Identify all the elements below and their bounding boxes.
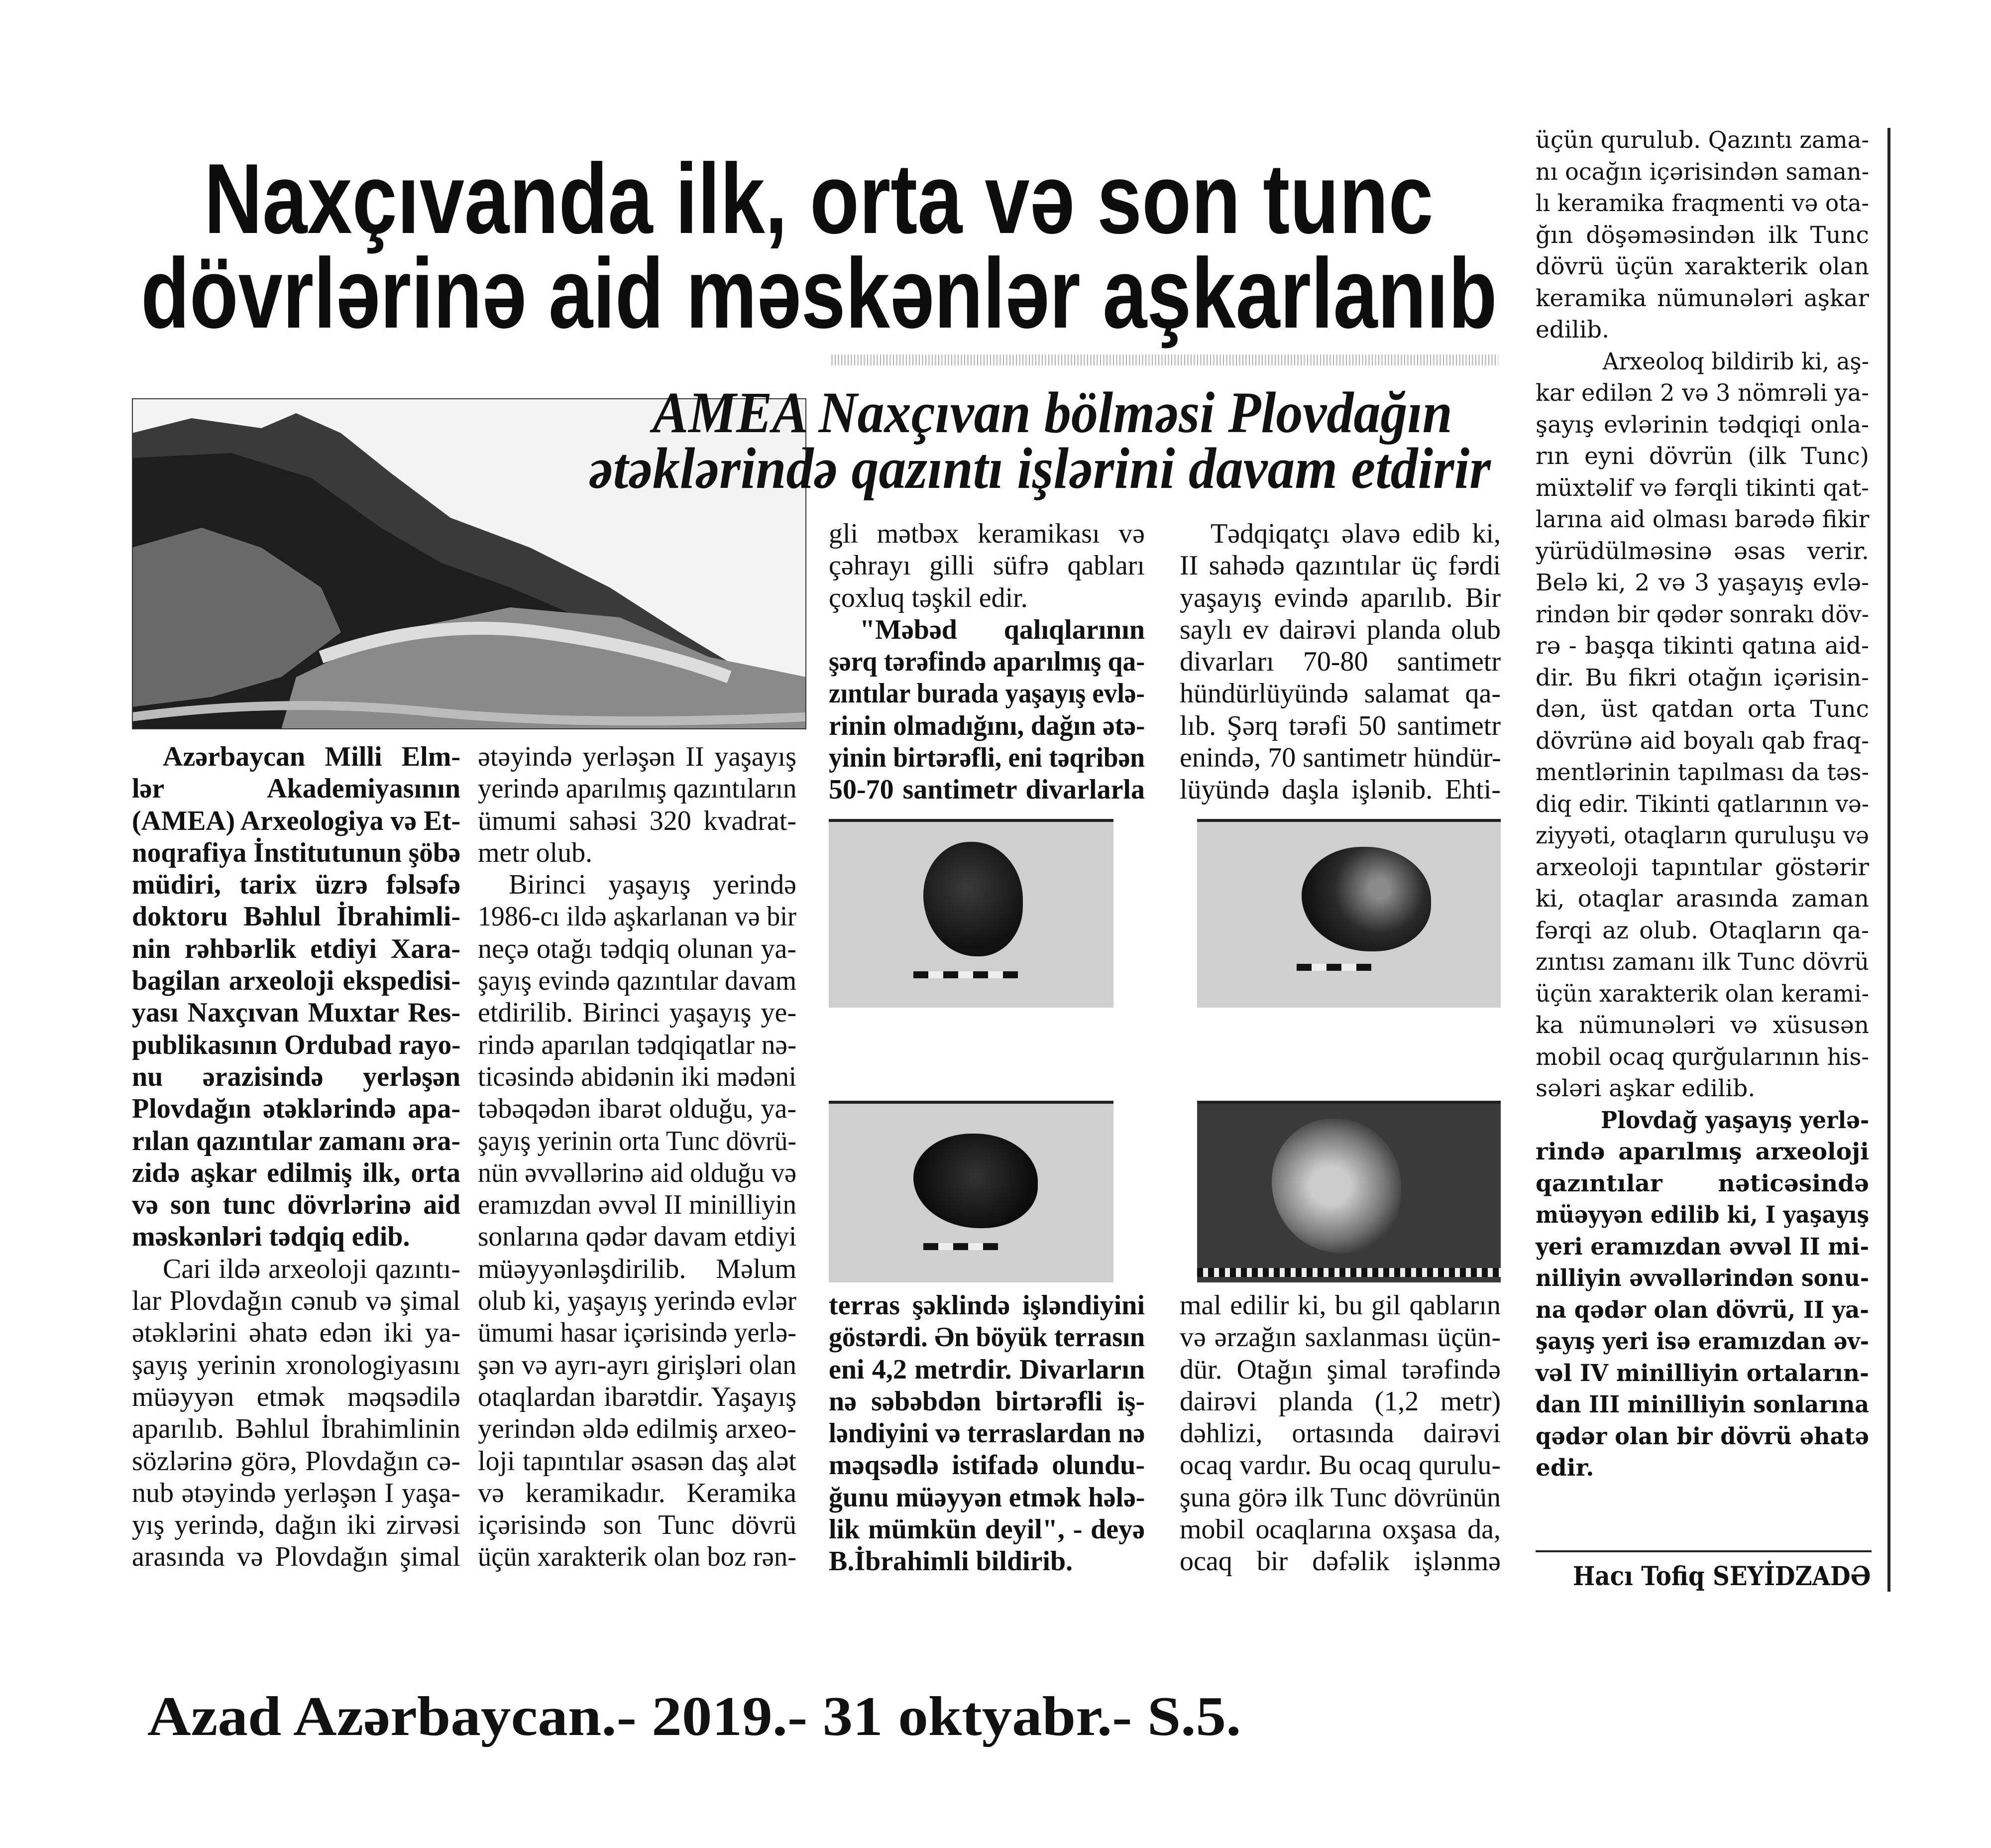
- decorative-divider: [831, 354, 1498, 365]
- text-line: məskənləri tədqiq edib.: [132, 1221, 410, 1253]
- text-line: hündürlüyündə salamat qa-: [1180, 678, 1501, 709]
- column-border-line: [1887, 128, 1890, 1592]
- text-line: saylı ev dairəvi planda olub: [1180, 614, 1501, 645]
- text-line: nub ətəyində yerləşən I yaşa-: [132, 1477, 460, 1508]
- article-column-right: [1536, 124, 1869, 1484]
- text-line: dan III minilliyin sonlarına: [1536, 1391, 1869, 1418]
- text-line: müəyyən etmək məqsədilə: [132, 1381, 460, 1412]
- author-name: Hacı Tofiq SEYİDZADƏ: [1573, 1561, 1871, 1592]
- paragraph: [1180, 518, 1501, 806]
- text-line: arasında və Plovdağın şimal: [132, 1541, 460, 1573]
- text-line: ziyyəti, otaqların quruluşu və: [1536, 822, 1869, 849]
- text-line: diq edir. Tikinti qatlarının və-: [1536, 790, 1869, 818]
- author-byline: [1573, 1561, 1871, 1592]
- text-line: məqsədlə istifadə olundu-: [829, 1450, 1145, 1481]
- text-line: yış yerində, dağın iki zirvəsi: [132, 1509, 460, 1541]
- text-line: çəhrayı gilli süfrə qabları: [829, 550, 1145, 581]
- text-line: qazıntılar nəticəsində: [1536, 1169, 1869, 1197]
- text-line: müdiri, tarix üzrə fəlsəfə: [132, 869, 460, 901]
- text-line: 1986-cı ildə aşkarlanan və bir: [478, 901, 796, 932]
- artifact-image: [923, 842, 1023, 956]
- text-line: yaşayış evində aparılıb. Bir: [1180, 582, 1501, 613]
- text-line: ka nümunələri və xüsusən: [1536, 1012, 1869, 1039]
- article-column-4-bottom: [1180, 1289, 1501, 1578]
- artifact-photo-2: [1197, 819, 1501, 1008]
- text-line: qədər olan bir dövrü əhatə: [1536, 1422, 1869, 1450]
- text-line: Birinci yaşayış yerində: [509, 869, 796, 901]
- text-line: metr olub.: [478, 837, 593, 868]
- text-line: ticəsində abidənin iki mədəni: [478, 1061, 796, 1092]
- text-line: dairəvi planda (1,2 metr): [1180, 1386, 1501, 1417]
- text-line: şən və ayrı-ayrı girişləri olan: [478, 1349, 796, 1381]
- text-line: dövrü üçün xarakterik olan: [1536, 253, 1869, 280]
- article-column-3-bottom: [829, 1289, 1145, 1578]
- text-line: ümumi hasar içərisində yerlə-: [478, 1317, 797, 1349]
- artifact-photos: [829, 819, 1501, 1279]
- text-line: lik mümkün deyil", - deyə: [829, 1514, 1145, 1545]
- headline-text: Naxçıvanda ilk, orta və son tunc: [204, 143, 1434, 254]
- text-line: lar Plovdağın cənub və şimal: [132, 1285, 460, 1317]
- text-line: arxeoloji tapıntılar göstərir: [1536, 853, 1869, 881]
- text-line: dövrünə aid boyalı qab fraq-: [1536, 727, 1869, 755]
- text-line: ğın döşəməsindən ilk Tunc: [1536, 221, 1869, 249]
- text-line: yerində aparılmış qazıntıların: [478, 773, 797, 805]
- text-line: müəyyənləşdirilib. Məlum: [478, 1253, 796, 1284]
- text-line: B.İbrahimli bildirib.: [829, 1546, 1073, 1577]
- text-line: şayış evində qazıntılar davam: [478, 965, 796, 997]
- text-line: nı ocağın içərisindən saman-: [1536, 158, 1870, 186]
- text-line: sonlarına qədər davam etdiyi: [478, 1221, 797, 1253]
- text-line: nə səbəbdən birtərəfli iş-: [829, 1386, 1145, 1417]
- article-column-2: [478, 741, 796, 1573]
- text-line: şayış yeri isə eramızdan əv-: [1536, 1328, 1869, 1355]
- paragraph: [1180, 1289, 1501, 1578]
- text-line: eramızdan əvvəl II minilliyin: [478, 1189, 796, 1221]
- paragraph: [829, 614, 1145, 806]
- text-line: aparılıb. Bəhlul İbrahimlinin: [132, 1413, 460, 1445]
- text-line: Belə ki, 2 və 3 yaşayış evlə-: [1536, 569, 1869, 596]
- text-line: rində aparılmış arxeoloji: [1536, 1138, 1869, 1165]
- paragraph: [1536, 124, 1869, 346]
- text-line: rın eyni dövrün (ilk Tunc): [1536, 443, 1869, 470]
- text-line: şuna görə ilk Tunc dövrünün: [1180, 1482, 1501, 1513]
- text-line: keramika nümunələri aşkar: [1536, 284, 1869, 312]
- text-line: bagilan arxeoloji ekspedisi-: [132, 965, 460, 997]
- paragraph: [132, 1253, 460, 1573]
- article-column-1: [132, 741, 460, 1573]
- paragraph: [829, 518, 1145, 614]
- text-line: ətəyində yerləşən II yaşayış: [478, 741, 796, 772]
- scale-bar: [1297, 964, 1371, 971]
- text-line: otaqlardan ibarətdir. Yaşayış: [478, 1381, 796, 1412]
- text-line: dir. Bu fikri otağın içərisin-: [1536, 664, 1869, 692]
- text-line: və keramikadır. Keramika: [478, 1477, 796, 1508]
- artifact-photo-4: [1197, 1101, 1501, 1282]
- text-line: şayış yerinin orta Tunc dövrü-: [478, 1125, 797, 1156]
- scale-bar: [923, 1243, 998, 1250]
- text-line: nu ərazisində yerləşən: [132, 1061, 460, 1092]
- text-line: yeri eramızdan əvvəl II mi-: [1536, 1233, 1869, 1261]
- text-line: nün əvvəllərinə aid olduğu və: [478, 1157, 796, 1188]
- artifact-image: [913, 1134, 1038, 1228]
- text-line: mal edilir ki, bu gil qabların: [1180, 1290, 1501, 1321]
- text-line: şayış yerinin xronologiyasını: [132, 1349, 460, 1381]
- text-line: olub ki, yaşayış yerində evlər: [478, 1285, 796, 1317]
- text-line: eni 4,2 metrdir. Divarların: [829, 1354, 1145, 1385]
- paragraph: [1536, 346, 1869, 1105]
- text-line: (AMEA) Arxeologiya və Et-: [132, 805, 461, 836]
- text-line: publikasının Ordubad rayo-: [132, 1029, 461, 1060]
- text-line: zidə aşkar edilmiş ilk, orta: [132, 1157, 460, 1188]
- text-line: müəyyən edilib ki, I yaşayış: [1536, 1201, 1870, 1229]
- text-line: neçə otağı tədqiq olunan ya-: [478, 933, 796, 964]
- text-line: lüyündə daşla işlənib. Ehti-: [1180, 774, 1501, 806]
- text-line: rə - başqa tikinti qatına aid-: [1536, 632, 1869, 660]
- text-line: dən, üst qatdan orta Tunc: [1536, 695, 1869, 723]
- text-line: və ərzağın saxlanması üçün-: [1180, 1322, 1501, 1353]
- source-citation: [147, 1686, 1241, 1747]
- text-line: rində aparılan tədqiqatlar nə-: [478, 1029, 797, 1060]
- artifact-image: [1302, 847, 1431, 951]
- text-line: rinin olmadığını, dağın ətə-: [829, 710, 1145, 741]
- text-line: edir.: [1536, 1454, 1594, 1482]
- text-line: terras şəklində işləndiyini: [829, 1290, 1145, 1321]
- text-line: mobil ocaq qurğularının his-: [1536, 1043, 1870, 1071]
- text-line: şayış evlərinin tədqiqi onla-: [1536, 411, 1869, 439]
- text-line: və son tunc dövrlərinə aid: [132, 1189, 460, 1221]
- text-line: Plovdağ yaşayış yerlə-: [1601, 1106, 1870, 1134]
- text-line: içərisində son Tunc dövrü: [478, 1509, 796, 1541]
- text-line: nilliyin əvvəllərindən sonu-: [1536, 1265, 1870, 1292]
- text-line: ğunu müəyyən etmək hələ-: [829, 1482, 1145, 1513]
- text-line: Cari ildə arxeoloji qazıntı-: [163, 1253, 460, 1284]
- text-line: lı keramika fraqmenti və ota-: [1536, 190, 1869, 217]
- scale-bar: [1197, 1268, 1501, 1277]
- artifact-photo-1: [829, 819, 1113, 1008]
- artifact-image: [1272, 1119, 1401, 1253]
- text-line: təbəqədən ibarət olduğu, ya-: [478, 1093, 796, 1125]
- text-line: rindən bir qədər sonrakı döv-: [1536, 600, 1870, 628]
- text-line: edilib.: [1536, 316, 1610, 344]
- headline-text: dövrlərinə aid məskənlər aşkarlanıb: [141, 238, 1497, 349]
- text-line: yası Naxçıvan Muxtar Res-: [132, 997, 460, 1029]
- text-line: enində, 70 santimetr hündür-: [1180, 742, 1501, 774]
- text-line: şərq tərəfində aparılmış qa-: [829, 646, 1145, 678]
- text-line: dür. Otağın şimal tərəfində: [1180, 1354, 1501, 1385]
- text-line: fərqi az olub. Otaqların qa-: [1536, 917, 1869, 944]
- text-line: dəhlizi, ortasında dairəvi: [1180, 1418, 1501, 1449]
- text-line: lıb. Şərq tərəfi 50 santimetr: [1180, 710, 1501, 741]
- artifact-photo-3: [829, 1101, 1113, 1282]
- text-line: "Məbəd qalıqlarının: [860, 614, 1145, 645]
- text-line: üçün qurulub. Qazıntı zama-: [1536, 126, 1870, 154]
- text-line: ləndiyini və terraslardan nə: [829, 1418, 1145, 1449]
- text-line: ki, otaqlar arasında zaman: [1536, 885, 1869, 913]
- text-line: kar edilən 2 və 3 nömrəli ya-: [1536, 379, 1869, 407]
- article-column-3-top: [829, 518, 1145, 806]
- paragraph: [478, 869, 796, 1573]
- text-line: Arxeoloq bildirib ki, aş-: [1602, 347, 1869, 375]
- text-line: rılan qazıntılar zamanı əra-: [132, 1125, 460, 1156]
- paragraph: [829, 1289, 1145, 1578]
- text-line: zıntısı zamanı ilk Tunc dövrü: [1536, 948, 1869, 976]
- paragraph: [132, 741, 460, 1253]
- text-line: yinin birtərəfli, eni təqribən: [829, 742, 1145, 774]
- text-line: müxtəlif və fərqli tikinti qat-: [1536, 474, 1869, 502]
- text-line: Plovdağın ətəklərində apa-: [132, 1093, 460, 1125]
- text-line: üçün xarakterik olan kerami-: [1536, 980, 1870, 1008]
- text-line: üçün xarakterik olan boz rən-: [478, 1541, 797, 1573]
- text-line: sələri aşkar edilib.: [1536, 1075, 1756, 1102]
- text-line: sözlərinə görə, Plovdağın cə-: [132, 1445, 460, 1477]
- headline-line-2: [141, 238, 1497, 349]
- subtitle-line-2: [589, 436, 1491, 501]
- source-citation-text: Azad Azərbaycan.- 2019.- 31 oktyabr.- S.5.: [147, 1686, 1241, 1747]
- text-line: larına aid olması barədə fikir: [1536, 506, 1870, 533]
- headline-line-1: [204, 143, 1434, 254]
- text-line: ocaq vardır. Bu ocaq qurulu-: [1180, 1450, 1501, 1481]
- text-line: Azərbaycan Milli Elm-: [163, 741, 460, 772]
- scale-bar: [913, 971, 1018, 978]
- text-line: ətəklərini əhatə edən iki ya-: [132, 1317, 460, 1349]
- text-line: vəl IV minilliyin ortaların-: [1536, 1359, 1869, 1387]
- text-line: mobil ocaqlarına oxşasa da,: [1180, 1514, 1501, 1545]
- text-line: yürüdülməsinə əsas verir.: [1536, 537, 1869, 565]
- text-line: çoxluq təşkil edir.: [829, 582, 1028, 613]
- text-line: mentlərinin tapılması da təs-: [1536, 759, 1869, 786]
- text-line: gli mətbəx keramikası və: [829, 518, 1145, 549]
- author-divider: [1536, 1550, 1872, 1552]
- text-line: lər Akademiyasının: [132, 773, 460, 805]
- text-line: doktoru Bəhlul İbrahimli-: [132, 901, 460, 932]
- text-line: ümumi sahəsi 320 kvadrat-: [478, 805, 796, 836]
- subtitle-line-1: [653, 380, 1452, 445]
- text-line: loji tapıntılar əsasən daş alət: [478, 1445, 796, 1477]
- paragraph: [478, 741, 796, 869]
- text-line: göstərdi. Ən böyük terrasın: [829, 1322, 1145, 1353]
- text-line: nin rəhbərlik etdiyi Xara-: [132, 933, 460, 964]
- subtitle-text: AMEA Naxçıvan bölməsi Plovdağın: [653, 380, 1452, 445]
- subtitle-text: ətəklərində qazıntı işlərini davam etdirir: [589, 436, 1491, 501]
- text-line: 50-70 santimetr divarlarla: [829, 774, 1145, 806]
- text-line: yerindən əldə edilmiş arxeo-: [478, 1413, 796, 1445]
- paragraph: [1536, 1105, 1869, 1484]
- text-line: na qədər olan dövrü, II ya-: [1536, 1296, 1869, 1324]
- text-line: Tədqiqatçı əlavə edib ki,: [1211, 518, 1501, 549]
- text-line: zıntılar burada yaşayış evlə-: [829, 678, 1145, 709]
- text-line: II sahədə qazıntılar üç fərdi: [1180, 550, 1501, 581]
- text-line: etdirilib. Birinci yaşayış ye-: [478, 997, 796, 1029]
- text-line: ocaq bir dəfəlik işlənmə: [1180, 1546, 1501, 1577]
- text-line: noqrafiya İnstitutunun şöbə: [132, 837, 461, 868]
- article-column-4-top: [1180, 518, 1501, 806]
- text-line: divarları 70-80 santimetr: [1180, 646, 1501, 678]
